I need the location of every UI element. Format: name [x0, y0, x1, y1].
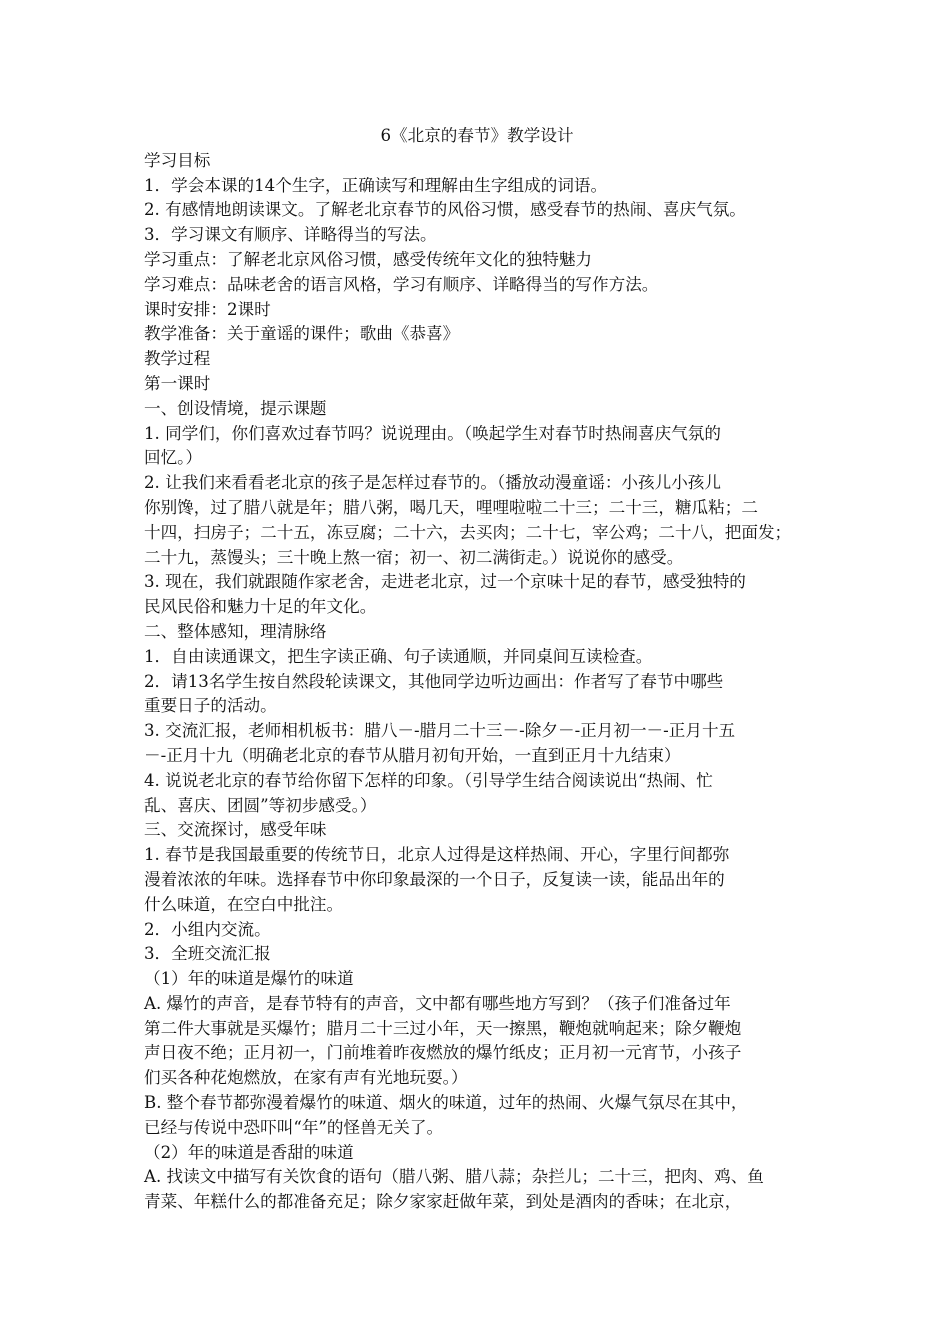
- text-line: 学习难点：品味老舍的语言风格，学习有顺序、详略得当的写作方法。: [144, 274, 659, 294]
- text-line: 学习目标: [144, 150, 211, 170]
- text-line: 三、交流探讨，感受年味: [144, 820, 327, 840]
- text-line: 青菜、年糕什么的都准备充足；除夕家家赶做年菜，到处是酒肉的香味；在北京，: [144, 1192, 742, 1212]
- text-line: 第二件大事就是买爆竹；腊月二十三过小年，天一擦黑，鞭炮就响起来；除夕鞭炮: [144, 1018, 742, 1038]
- text-line: 课时安排：2课时: [144, 299, 271, 319]
- text-line: 2. 有感情地朗读课文。了解老北京春节的风俗习惯，感受春节的热闹、喜庆气氛。: [144, 200, 746, 220]
- text-line: （1）年的味道是爆竹的味道: [144, 969, 354, 989]
- text-line: 1. 春节是我国最重要的传统节日，北京人过得是这样热闹、开心，字里行间都弥: [144, 845, 730, 865]
- text-line: 已经与传说中恐吓叫“年”的怪兽无关了。: [144, 1117, 444, 1137]
- text-line: 乱、喜庆、团圆”等初步感受。）: [144, 795, 377, 815]
- text-line: 民风民俗和魅力十足的年文化。: [144, 597, 377, 617]
- text-line: 第一课时: [144, 373, 211, 393]
- text-line: 1．自由读通课文，把生字读正确、句子读通顺，并同桌间互读检查。: [144, 646, 653, 666]
- text-line: 3. 现在，我们就跟随作家老舍，走进老北京，过一个京味十足的春节，感受独特的: [144, 572, 746, 592]
- text-line: 1．学会本课的14个生字，正确读写和理解由生字组成的词语。: [144, 175, 608, 195]
- text-line: 二十九，蒸馒头；三十晚上熬一宿；初一、初二满街走。）说说你的感受。: [144, 547, 684, 567]
- text-line: 4. 说说老北京的春节给你留下怎样的印象。（引导学生结合阅读说出“热闹、忙: [144, 770, 713, 790]
- document-body: [144, 149, 810, 1215]
- text-line: 2. 让我们来看看老北京的孩子是怎样过春节的。（播放动漫童谣：小孩儿小孩儿: [144, 473, 721, 493]
- text-line: 1. 同学们，你们喜欢过春节吗？说说理由。（唤起学生对春节时热闹喜庆气氛的: [144, 423, 721, 443]
- text-line: 2．小组内交流。: [144, 919, 271, 939]
- text-line: 二、整体感知，理清脉络: [144, 621, 327, 641]
- text-line: 你别馋，过了腊八就是年；腊八粥，喝几天，哩哩啦啦二十三；二十三，糖瓜粘；二: [144, 497, 758, 517]
- text-line: 十四，扫房子；二十五，冻豆腐；二十六，去买肉；二十七，宰公鸡；二十八，把面发；: [144, 522, 792, 542]
- text-line: 们买各种花炮燃放，在家有声有光地玩耍。）: [144, 1068, 468, 1088]
- text-line: 3．学习课文有顺序、详略得当的写法。: [144, 225, 437, 245]
- document-title: 6《北京的春节》教学设计: [380, 126, 574, 145]
- text-line: 教学准备：关于童谣的课件；歌曲《恭喜》: [144, 324, 460, 344]
- text-line: 声日夜不绝；正月初一，门前堆着昨夜燃放的爆竹纸皮；正月初一元宵节，小孩子: [144, 1043, 742, 1063]
- document-page: [144, 124, 810, 1215]
- text-line: A. 找读文中描写有关饮食的语句（腊八粥、腊八蒜；杂拦儿；二十三，把肉、鸡、鱼: [144, 1167, 764, 1187]
- text-line: 一、创设情境，提示课题: [144, 398, 327, 418]
- text-line: 3．全班交流汇报: [144, 944, 271, 964]
- text-line: （2）年的味道是香甜的味道: [144, 1142, 354, 1162]
- text-line: A. 爆竹的声音，是春节特有的声音，文中都有哪些地方写到？（孩子们准备过年: [144, 993, 731, 1013]
- text-line: 什么味道，在空白中批注。: [144, 894, 344, 914]
- text-line: 回忆。）: [144, 448, 203, 468]
- text-line: B. 整个春节都弥漫着爆竹的味道、烟火的味道，过年的热闹、火爆气氛尽在其中，: [144, 1093, 748, 1113]
- text-line: 学习重点：了解老北京风俗习惯，感受传统年文化的独特魅力: [144, 249, 593, 269]
- text-line: 重要日子的活动。: [144, 696, 277, 716]
- text-line: 3. 交流汇报，老师相机板书：腊八－-腊月二十三－-除夕－-正月初一－-正月十五: [144, 721, 736, 741]
- text-line: －-正月十九（明确老北京的春节从腊月初旬开始，一直到正月十九结束）: [144, 745, 681, 765]
- text-line: 教学过程: [144, 349, 211, 369]
- text-line: 漫着浓浓的年味。选择春节中你印象最深的一个日子，反复读一读，能品出年的: [144, 869, 725, 889]
- text-line: 2．请13名学生按自然段轮读课文，其他同学边听边画出：作者写了春节中哪些: [144, 671, 724, 691]
